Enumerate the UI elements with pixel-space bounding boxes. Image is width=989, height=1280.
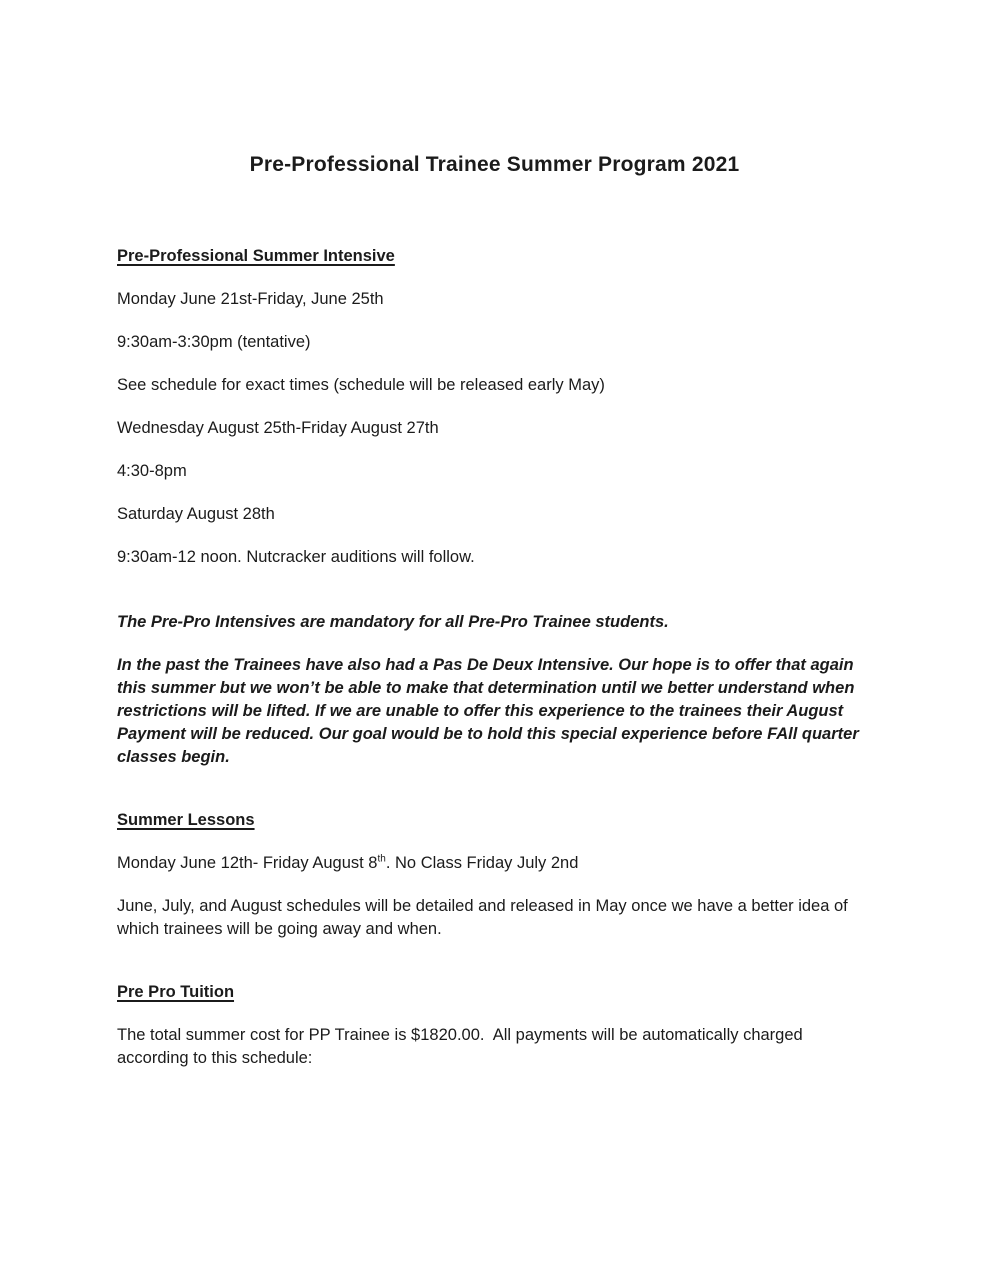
summer-intensive-line-7: 9:30am-12 noon. Nutcracker auditions will follow. — [117, 548, 475, 566]
tuition-heading: Pre Pro Tuition — [117, 983, 235, 1001]
summer-lessons-dates-start: Monday June 12th- Friday August 8 — [117, 854, 378, 872]
summer-intensive-line-3: See schedule for exact times (schedule will be released early May) — [117, 376, 605, 394]
summer-lessons-dates-ordinal: th — [377, 853, 386, 865]
summer-lessons-heading: Summer Lessons — [117, 811, 255, 829]
summer-intensive-heading: Pre-Professional Summer Intensive — [117, 247, 395, 265]
section-tuition — [117, 981, 872, 1070]
summer-intensive-line-4: Wednesday August 25th-Friday August 27th — [117, 419, 439, 437]
summer-lessons-dates-end: . No Class Friday July 2nd — [385, 854, 579, 872]
tuition-body: The total summer cost for PP Trainee is $1820.00. All payments will be automatically charged according to this schedule: — [117, 1026, 808, 1067]
summer-intensive-line-1: Monday June 21st-Friday, June 25th — [117, 290, 384, 308]
summer-lessons-dates — [117, 852, 872, 875]
summer-intensive-line-2: 9:30am-3:30pm (tentative) — [117, 333, 311, 351]
summer-intensive-line-6: Saturday August 28th — [117, 505, 275, 523]
note-mandatory: The Pre-Pro Intensives are mandatory for all Pre-Pro Trainee students. — [117, 613, 669, 631]
summer-intensive-line-5: 4:30-8pm — [117, 462, 187, 480]
section-summer-lessons — [117, 809, 872, 941]
section-notes — [117, 611, 872, 769]
section-summer-intensive — [117, 245, 872, 569]
note-pas-de-deux: In the past the Trainees have also had a Pas De Deux Intensive. Our hope is to offer that again this summer but we won’t be able to make that determination until we better understand when restrictions will be lifted. If we are unable to offer this experience to the trainees their August Payment will be reduced. Our goal would be to hold this special experience before FAll quarter classes begin. — [117, 656, 864, 766]
document-title: Pre-Professional Trainee Summer Program 2021 — [249, 153, 740, 176]
summer-lessons-schedule-note: June, July, and August schedules will be detailed and released in May once we have a better idea of which trainees will be going away and when. — [117, 897, 853, 938]
